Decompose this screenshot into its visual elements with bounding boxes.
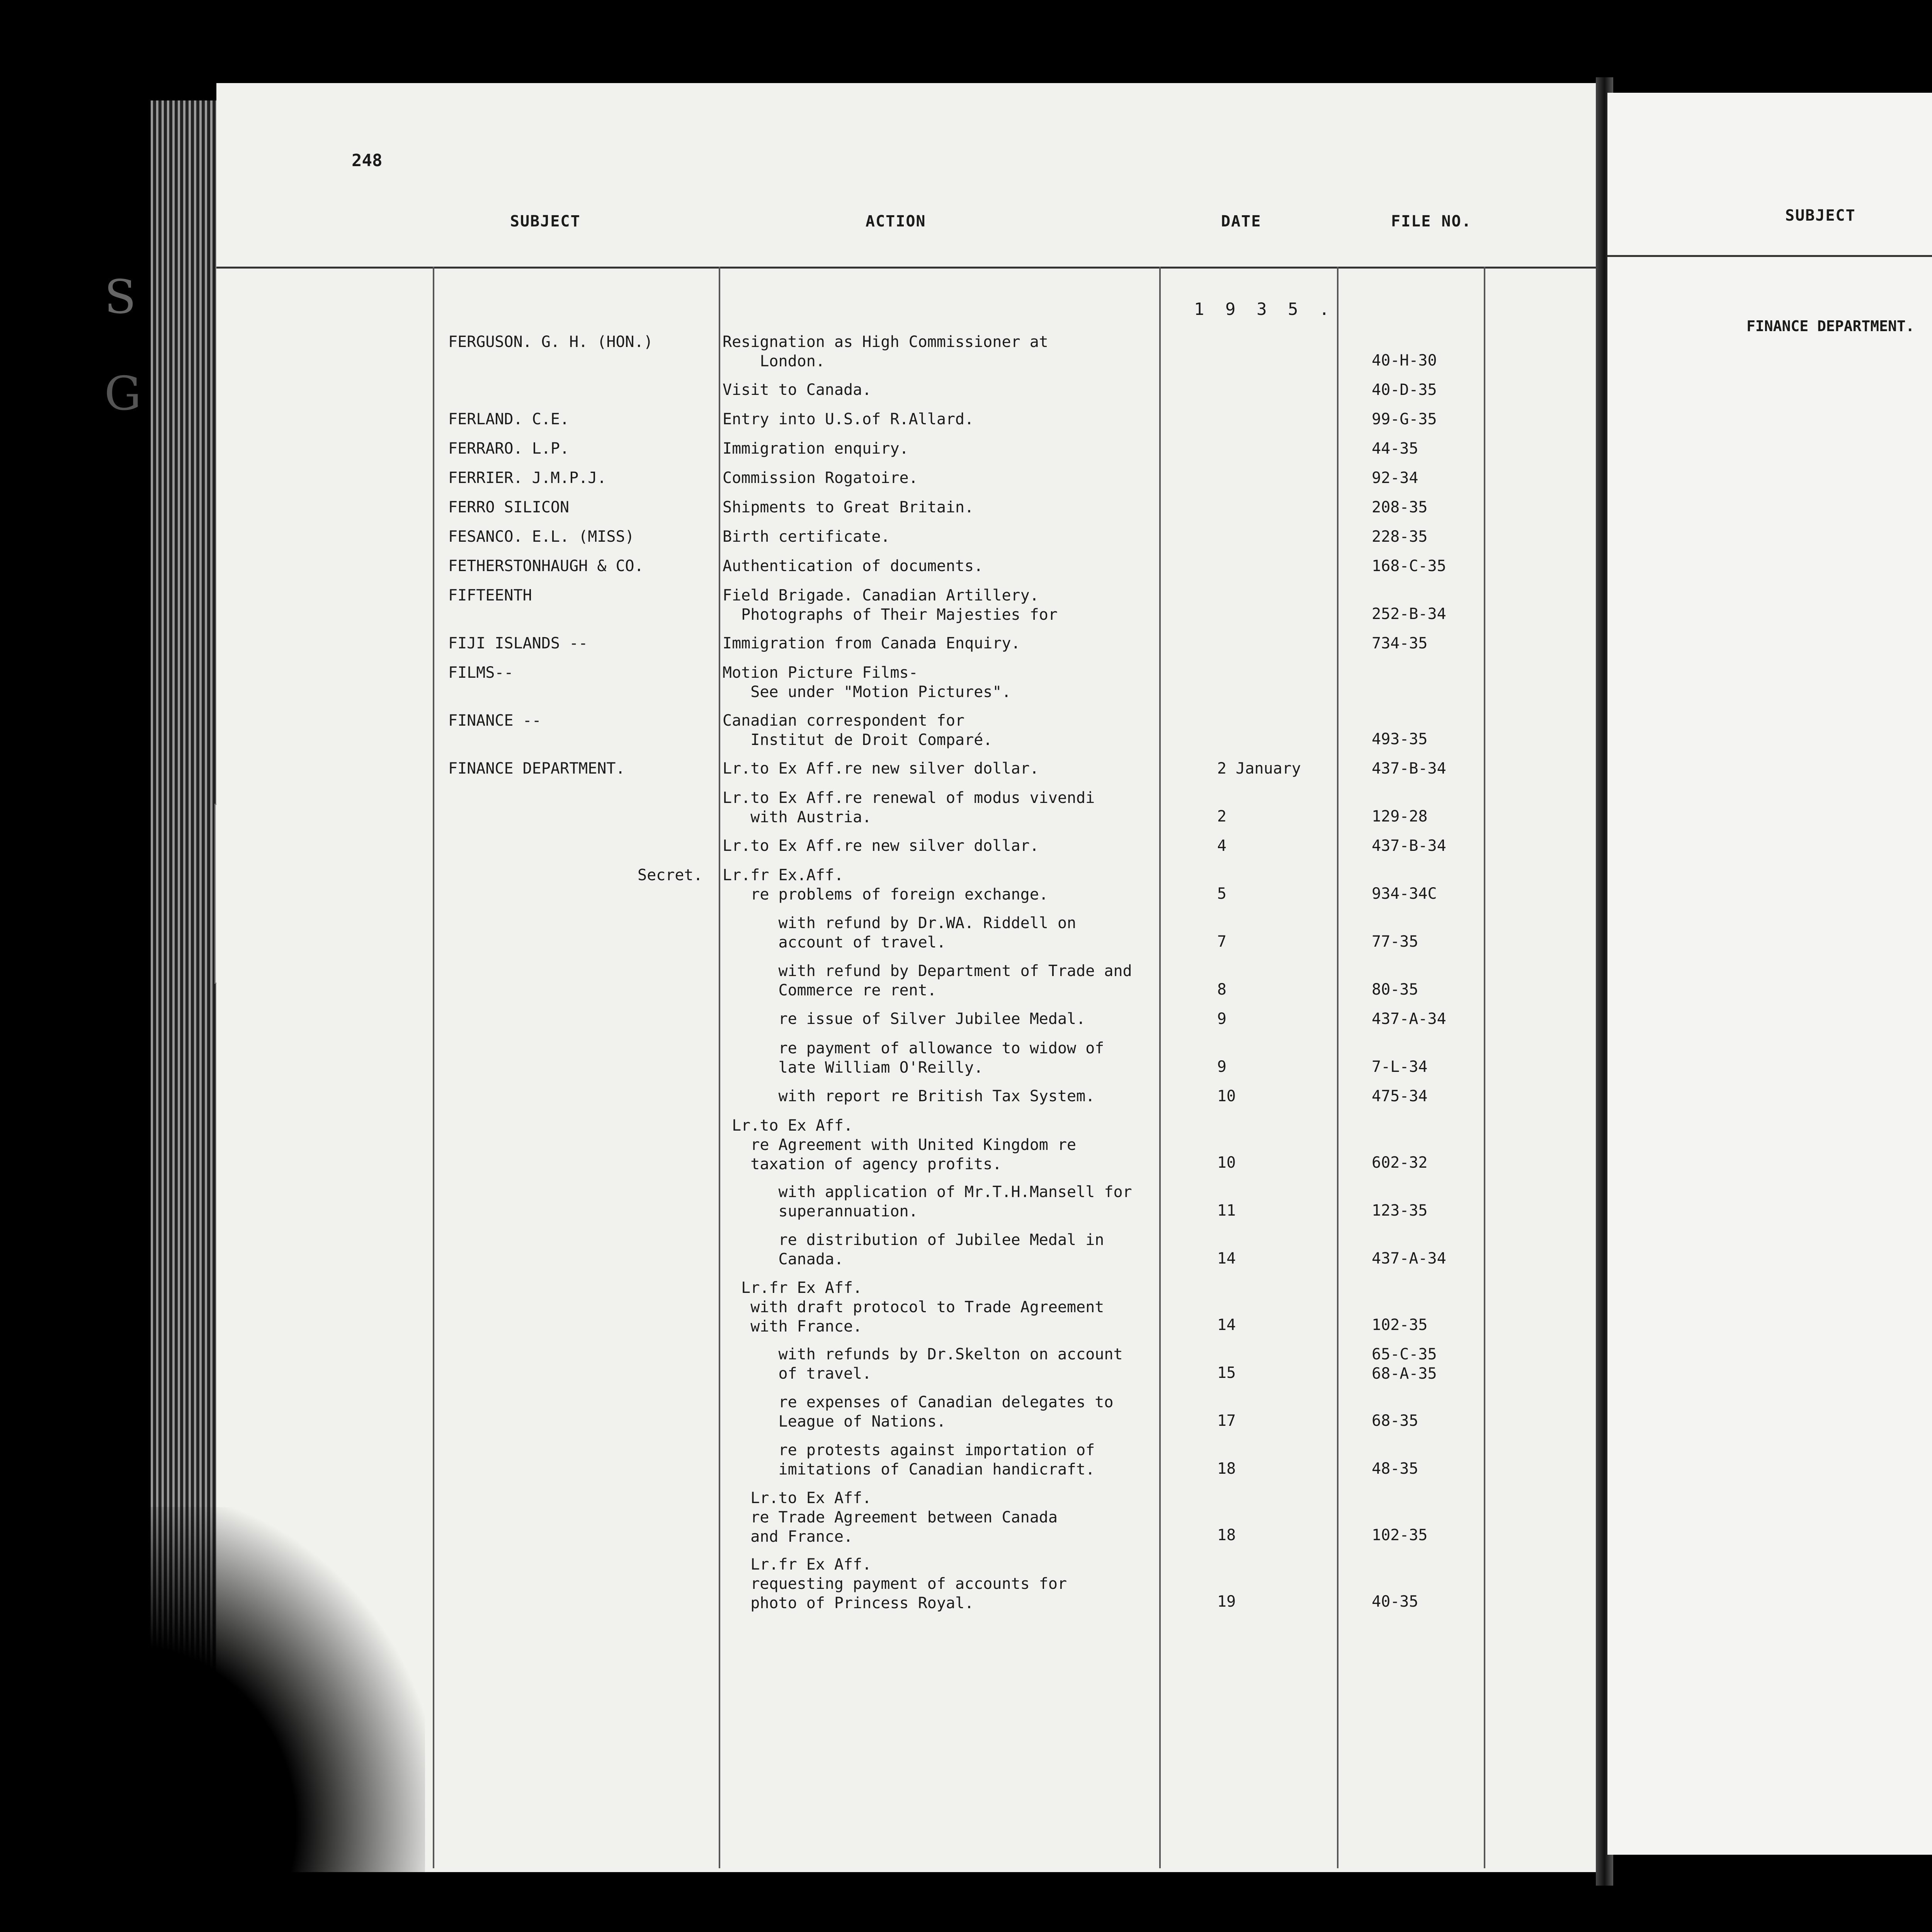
header-action: ACTION: [866, 213, 926, 230]
entry-date: 9: [1217, 1058, 1227, 1076]
entry-file-no: 437-A-34: [1372, 1010, 1446, 1028]
column-rule: [1337, 267, 1338, 1868]
entry-file-no: 252-B-34: [1372, 605, 1446, 623]
entry-file-no: 493-35: [1372, 730, 1428, 748]
entry-subject: FINANCE DEPARTMENT.: [448, 760, 625, 777]
header-file-no: FILE NO.: [1391, 213, 1472, 230]
entry-file-no: 40-D-35: [1372, 381, 1437, 399]
entry-subject: FIFTEENTH: [448, 587, 532, 604]
entry-file-no: 102-35: [1372, 1316, 1428, 1334]
entry-file-no: 102-35: [1372, 1526, 1428, 1544]
tab-letter: G: [104, 367, 141, 421]
entry-date: 15: [1217, 1364, 1236, 1382]
tab-letter: S: [104, 270, 136, 324]
entry-action: Lr.to Ex Aff. re Agreement with United Kingdom re taxation of agency profits.: [732, 1117, 1077, 1173]
entry-subject: FIJI ISLANDS --: [448, 634, 588, 652]
hand-shadow: [0, 1507, 425, 1932]
entry-subject: FINANCE --: [448, 712, 541, 730]
entry-subject: FERGUSON. G. H. (HON.): [448, 333, 653, 351]
entry-action: re distribution of Jubilee Medal in Canada.: [778, 1231, 1104, 1268]
column-rule: [1484, 267, 1485, 1868]
entry-file-no: 48-35: [1372, 1460, 1418, 1478]
page-number: 248: [352, 151, 383, 170]
entry-subject: FERRO SILICON: [448, 498, 570, 516]
entry-action: with refund by Dr.WA. Riddell on account of travel.: [778, 914, 1077, 951]
entry-file-no: 228-35: [1372, 528, 1428, 546]
entry-action: Commission Rogatoire.: [723, 469, 918, 487]
entry-date: 9: [1217, 1010, 1227, 1028]
entry-subject: FETHERSTONHAUGH & CO.: [448, 557, 644, 575]
entry-action: with refunds by Dr.Skelton on account of travel.: [778, 1345, 1123, 1383]
entry-action: Birth certificate.: [723, 528, 890, 546]
entry-date: 4: [1217, 837, 1227, 855]
entry-action: Lr.to Ex Aff. re Trade Agreement between Canada and France.: [750, 1489, 1058, 1546]
entry-file-no: 7-L-34: [1372, 1058, 1428, 1076]
entry-action: with application of Mr.T.H.Mansell for superannuation.: [778, 1183, 1132, 1220]
entry-file-no: 80-35: [1372, 981, 1418, 998]
entry-file-no: 934-34C: [1372, 885, 1437, 903]
entry-action: Lr.fr Ex Aff. requesting payment of accounts for photo of Princess Royal.: [750, 1556, 1067, 1612]
entry-action: Authentication of documents.: [723, 557, 983, 575]
entry-subject: FILMS--: [448, 664, 514, 682]
year-label: 1 9 3 5 .: [1194, 299, 1335, 319]
entry-file-no: 40-35: [1372, 1593, 1418, 1611]
entry-action: with report re British Tax System.: [723, 1087, 1095, 1105]
entry-file-no: 475-34: [1372, 1087, 1428, 1105]
header-date: DATE: [1221, 213, 1262, 230]
entry-file-no: 92-34: [1372, 469, 1418, 487]
entry-file-no: 65-C-35 68-A-35: [1372, 1345, 1437, 1383]
entry-subject: FESANCO. E.L. (MISS): [448, 528, 634, 546]
column-rule: [433, 267, 434, 1868]
entry-file-no: 734-35: [1372, 634, 1428, 652]
entry-action: re protests against importation of imitations of Canadian handicraft.: [778, 1441, 1095, 1478]
header-rule: [1607, 255, 1932, 257]
column-rule: [1159, 267, 1161, 1868]
entry-date: 14: [1217, 1316, 1236, 1334]
entry-action: re issue of Silver Jubilee Medal.: [723, 1010, 1086, 1028]
entry-subject: FERLAND. C.E.: [448, 410, 570, 428]
entry-action: Lr.to Ex Aff.re new silver dollar.: [723, 760, 1039, 777]
entry-file-no: 437-B-34: [1372, 837, 1446, 855]
entry-action: Lr.fr Ex.Aff. re problems of foreign exchange.: [723, 866, 1048, 903]
entry-action: Motion Picture Films- See under "Motion Pictures".: [723, 664, 1011, 701]
entry-action: Entry into U.S.of R.Allard.: [723, 410, 974, 428]
entry-file-no: 44-35: [1372, 440, 1418, 457]
header-subject: SUBJECT: [1785, 207, 1856, 224]
entry-date: 8: [1217, 981, 1227, 998]
entry-file-no: 437-B-34: [1372, 760, 1446, 777]
entry-subject: FERRARO. L.P.: [448, 440, 570, 457]
entry-file-no: 168-C-35: [1372, 557, 1446, 575]
entry-date: 14: [1217, 1250, 1236, 1267]
header-rule: [216, 267, 1600, 269]
entry-subject: FERRIER. J.M.P.J.: [448, 469, 607, 487]
entry-file-no: 77-35: [1372, 933, 1418, 951]
entry-action: Field Brigade. Canadian Artillery. Photographs of Their Majesties for: [723, 587, 1058, 624]
entry-date: 18: [1217, 1526, 1236, 1544]
entry-date: 17: [1217, 1412, 1236, 1430]
entry-date: 2 January: [1217, 760, 1301, 777]
entry-file-no: 68-35: [1372, 1412, 1418, 1430]
entry-file-no: 129-28: [1372, 808, 1428, 825]
entry-action: Immigration enquiry.: [723, 440, 909, 457]
entry-file-no: 602-32: [1372, 1154, 1428, 1172]
entry-file-no: 437-A-34: [1372, 1250, 1446, 1267]
entry-subject: FINANCE DEPARTMENT.: [1747, 318, 1915, 335]
entry-action: Visit to Canada.: [723, 381, 872, 399]
entry-action: Lr.fr Ex Aff. with draft protocol to Trade Agreement with France.: [741, 1279, 1104, 1335]
entry-date: 19: [1217, 1593, 1236, 1611]
entry-date: 5: [1217, 885, 1227, 903]
entry-file-no: 123-35: [1372, 1202, 1428, 1219]
entry-date: 7: [1217, 933, 1227, 951]
entry-file-no: 208-35: [1372, 498, 1428, 516]
entry-date: 10: [1217, 1087, 1236, 1105]
entry-date: 18: [1217, 1460, 1236, 1478]
entry-action: Lr.to Ex Aff.re renewal of modus vivendi with Austria.: [723, 789, 1095, 826]
entry-date: 2: [1217, 808, 1227, 825]
right-page: [1607, 93, 1932, 1855]
entry-action: Canadian correspondent for Institut de Droit Comparé.: [723, 712, 993, 749]
entry-date: 11: [1217, 1202, 1236, 1219]
entry-action: Shipments to Great Britain.: [723, 498, 974, 516]
entry-subject: Secret.: [638, 866, 703, 884]
entry-action: re payment of allowance to widow of late William O'Reilly.: [778, 1039, 1104, 1077]
header-subject: SUBJECT: [510, 213, 581, 230]
entry-file-no: 40-H-30: [1372, 352, 1437, 369]
column-rule: [719, 267, 720, 1868]
entry-action: Resignation as High Commissioner at London.: [723, 333, 1048, 370]
entry-file-no: 99-G-35: [1372, 410, 1437, 428]
entry-action: Immigration from Canada Enquiry.: [723, 634, 1020, 652]
entry-action: Lr.to Ex Aff.re new silver dollar.: [723, 837, 1039, 855]
entry-action: with refund by Department of Trade and Commerce re rent.: [778, 962, 1132, 999]
entry-action: re expenses of Canadian delegates to League of Nations.: [778, 1393, 1114, 1430]
entry-date: 10: [1217, 1154, 1236, 1172]
